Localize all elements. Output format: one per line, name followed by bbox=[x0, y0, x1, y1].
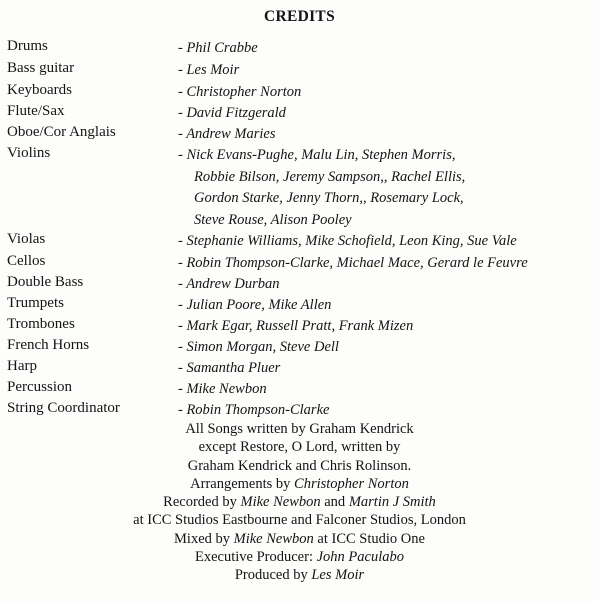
footer-text: at ICC Studio One bbox=[313, 530, 425, 547]
footer-line bbox=[0, 548, 599, 566]
footer-line bbox=[0, 493, 599, 511]
credit-names-line: Gordon Starke, Jenny Thorn,, Rosemary Lock, bbox=[194, 190, 464, 206]
footer-line bbox=[0, 420, 599, 438]
credit-names bbox=[178, 231, 517, 253]
footer-line bbox=[0, 457, 599, 475]
credit-role: Violins bbox=[7, 145, 51, 161]
credit-names bbox=[178, 38, 258, 60]
credit-names-line: - Robin Thompson-Clarke, Michael Mace, Gerard le Feuvre bbox=[178, 255, 528, 271]
credit-role: Trumpets bbox=[7, 295, 64, 311]
footer-text: except Restore, O Lord, written by bbox=[198, 439, 401, 456]
credit-names bbox=[178, 295, 331, 317]
page-title: CREDITS bbox=[263, 8, 335, 25]
footer-line bbox=[0, 566, 599, 584]
credit-names-line: - Andrew Durban bbox=[178, 276, 280, 292]
credit-names bbox=[178, 358, 280, 380]
footer-line bbox=[0, 530, 599, 548]
credit-names-line: - Nick Evans-Pughe, Malu Lin, Stephen Morris, bbox=[178, 147, 456, 163]
footer-text: All Songs written by Graham Kendrick bbox=[185, 421, 414, 437]
credit-names bbox=[178, 337, 339, 359]
credit-role: Oboe/Cor Anglais bbox=[7, 124, 116, 140]
credit-role: Keyboards bbox=[7, 82, 72, 98]
credit-names-line: - Andrew Maries bbox=[178, 126, 276, 142]
credit-names bbox=[178, 82, 301, 104]
credit-names bbox=[178, 400, 329, 422]
credit-names-line: Robbie Bilson, Jeremy Sampson,, Rachel Ellis, bbox=[194, 168, 466, 185]
credit-role: Drums bbox=[7, 38, 48, 54]
credit-role: Trombones bbox=[7, 316, 75, 332]
footer-text: Recorded by bbox=[163, 494, 241, 511]
person-name: Martin J Smith bbox=[348, 494, 436, 511]
credit-role: Cellos bbox=[7, 253, 46, 269]
credit-names-line: - Samantha Pluer bbox=[178, 360, 281, 376]
credit-names-line: - Christopher Norton bbox=[178, 84, 302, 100]
person-name: Mike Newbon bbox=[240, 494, 321, 511]
credit-names bbox=[178, 316, 413, 338]
credit-names-line: - Robin Thompson-Clarke bbox=[178, 402, 330, 418]
person-name: Mike Newbon bbox=[233, 530, 314, 547]
credit-names bbox=[178, 124, 275, 146]
footer-text: and bbox=[320, 494, 349, 511]
footer-line bbox=[0, 438, 599, 456]
credit-role: French Horns bbox=[7, 337, 90, 353]
footer-line bbox=[0, 511, 599, 529]
credit-role: Double Bass bbox=[7, 274, 84, 290]
credit-names bbox=[178, 274, 280, 296]
credit-names bbox=[178, 60, 239, 82]
credit-role: Harp bbox=[7, 358, 37, 374]
credit-names-line: - David Fitzgerald bbox=[178, 105, 286, 121]
credit-names-line: - Simon Morgan, Steve Dell bbox=[178, 339, 339, 355]
credit-names bbox=[178, 379, 267, 401]
person-name: Les Moir bbox=[311, 567, 365, 584]
footer-text: Executive Producer: bbox=[195, 549, 317, 566]
credit-names-line: - Mark Egar, Russell Pratt, Frank Mizen bbox=[178, 318, 414, 334]
footer-text: Graham Kendrick and Chris Rolinson. bbox=[187, 457, 412, 474]
credit-role: String Coordinator bbox=[7, 400, 120, 416]
person-name: John Paculabo bbox=[316, 549, 404, 566]
credit-names-line: Steve Rouse, Alison Pooley bbox=[194, 211, 352, 228]
credit-names-line: - Mike Newbon bbox=[178, 381, 267, 397]
credit-role: Flute/Sax bbox=[7, 103, 65, 119]
credit-role: Percussion bbox=[7, 379, 72, 395]
production-notes bbox=[0, 420, 599, 585]
credit-names-line: - Phil Crabbe bbox=[178, 40, 258, 56]
credit-role: Bass guitar bbox=[7, 60, 75, 76]
footer-text: Produced by bbox=[234, 567, 312, 584]
credit-names-line: - Julian Poore, Mike Allen bbox=[178, 297, 332, 313]
credit-names bbox=[178, 145, 465, 231]
credit-names bbox=[178, 253, 528, 275]
credit-role: Violas bbox=[7, 231, 46, 247]
credit-names-line: - Les Moir bbox=[178, 62, 240, 78]
footer-text: Arrangements by bbox=[190, 475, 295, 492]
credit-names bbox=[178, 103, 286, 125]
credit-names-line: - Stephanie Williams, Mike Schofield, Leon King, Sue Vale bbox=[178, 233, 517, 249]
footer-text: at ICC Studios Eastbourne and Falconer Studios, London bbox=[133, 512, 466, 529]
footer-line bbox=[0, 475, 599, 493]
footer-text: Mixed by bbox=[174, 530, 234, 547]
person-name: Christopher Norton bbox=[294, 475, 409, 492]
